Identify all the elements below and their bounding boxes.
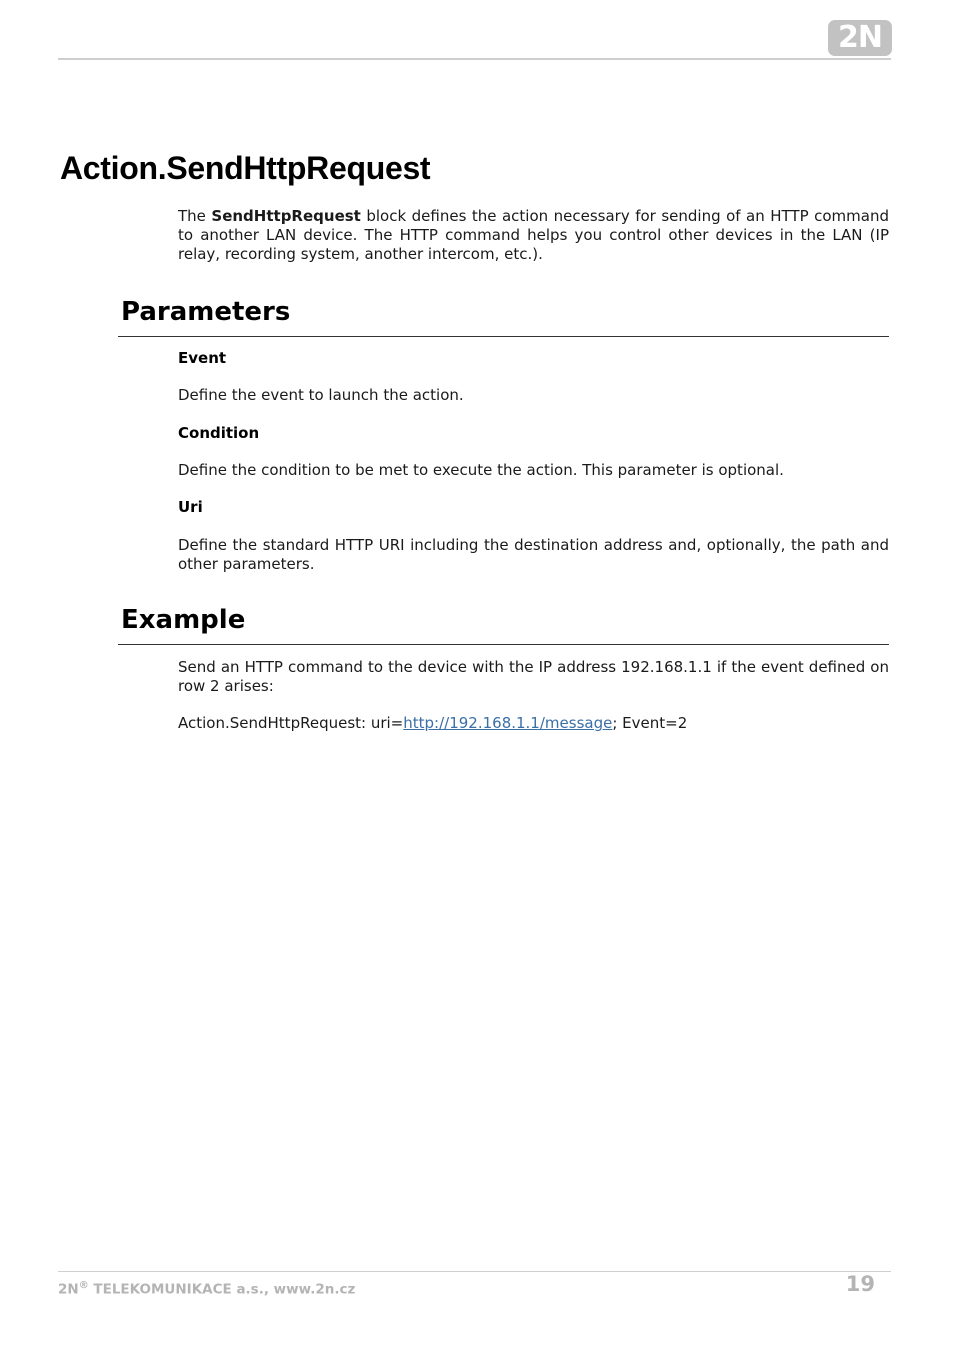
- logo-text: 2N: [838, 20, 882, 55]
- param-desc-condition: Define the condition to be met to execute the action. This parameter is optional.: [178, 461, 784, 479]
- header-divider: [58, 58, 891, 60]
- example-code-line: [178, 714, 889, 733]
- footer-divider: [58, 1271, 891, 1272]
- footer-brand: 2N: [58, 1281, 79, 1298]
- example-uri-link[interactable]: http://192.168.1.1/message: [403, 714, 613, 732]
- page-number: 19: [845, 1272, 875, 1296]
- intro-bold-term: SendHttpRequest: [211, 207, 361, 225]
- example-code-prefix: Action.SendHttpRequest: uri=: [178, 714, 404, 732]
- footer-company: [58, 1280, 355, 1298]
- parameters-heading: Parameters: [121, 297, 291, 327]
- intro-paragraph: [178, 207, 889, 264]
- example-heading-rule: [118, 644, 889, 645]
- param-name-event: Event: [178, 349, 227, 367]
- param-desc-event: Define the event to launch the action.: [178, 386, 464, 404]
- 2n-logo: [828, 20, 892, 56]
- param-name-condition: Condition: [178, 424, 260, 442]
- param-desc-uri: Define the standard HTTP URI including the destination address and, optionally, the path and other parameters.: [178, 536, 889, 573]
- parameters-heading-rule: [118, 336, 889, 337]
- param-name-uri: Uri: [178, 498, 203, 516]
- example-heading: Example: [121, 605, 246, 635]
- page-title: Action.SendHttpRequest: [60, 150, 431, 186]
- intro-text-start: The: [178, 207, 212, 225]
- intro-text-rest: block defines the action necessary for sending of an HTTP command to another LAN device. The HTTP command helps you control other devices in the LAN (IP relay, recording system, another intercom, etc.).: [178, 207, 890, 263]
- example-description: Send an HTTP command to the device with the IP address 192.168.1.1 if the event defined on row 2 arises:: [178, 658, 889, 695]
- registered-mark: ®: [78, 1280, 89, 1291]
- footer-company-text: TELEKOMUNIKACE a.s., www.2n.cz: [88, 1281, 356, 1298]
- example-code-suffix: ; Event=2: [612, 714, 688, 732]
